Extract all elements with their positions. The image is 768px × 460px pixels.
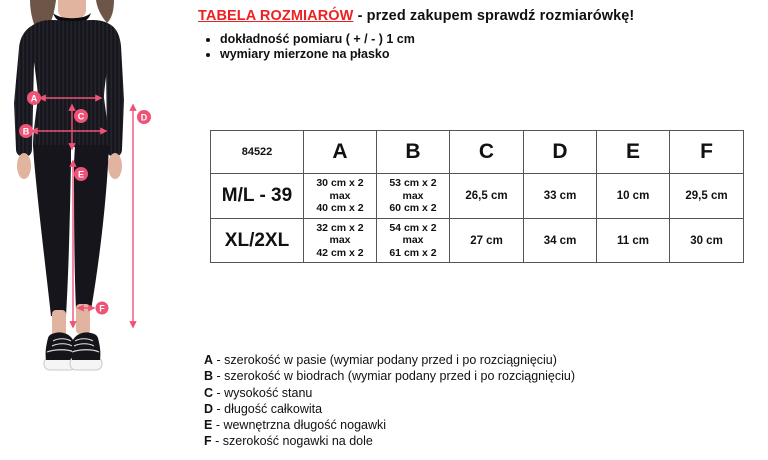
model-hair (96, 0, 114, 23)
page-title (198, 8, 760, 24)
column-header-a: A (304, 131, 377, 174)
leggings-left-leg (33, 145, 71, 316)
column-header-c: C (450, 131, 524, 174)
header (198, 8, 760, 62)
cell-xl-f: 30 cm (670, 219, 744, 263)
cell-xl-b: 54 cm x 2 max 61 cm x 2 (377, 219, 450, 263)
column-header-f: F (670, 131, 744, 174)
legend-item-d: D - długość całkowita (204, 401, 323, 416)
cell-xl-c: 27 cm (450, 219, 524, 263)
cell-ml-a: 30 cm x 2 max 40 cm x 2 (304, 174, 377, 219)
measurement-legend (204, 352, 575, 450)
size-label-xl: XL/2XL (211, 219, 304, 263)
column-header-e: E (597, 131, 670, 174)
sweater-right-sleeve (104, 25, 124, 156)
cell-xl-a: 32 cm x 2 max 42 cm x 2 (304, 219, 377, 263)
cell-ml-c: 26,5 cm (450, 174, 524, 219)
marker-letter-a: A (30, 93, 38, 104)
left-sneaker-upper (46, 332, 74, 360)
size-label-ml: M/L - 39 (211, 174, 304, 219)
legend-item-f: F - szerokość nogawki na dole (204, 434, 373, 449)
header-notes (202, 32, 760, 62)
column-header-b: B (377, 131, 450, 174)
model-right-hand (108, 153, 122, 179)
marker-letter-f: F (99, 303, 105, 314)
model-photo (0, 0, 190, 380)
model-left-hand (17, 153, 31, 179)
legend-item-e: E - wewnętrzna długość nogawki (204, 418, 387, 433)
cell-ml-d: 33 cm (524, 174, 597, 219)
table-header-row (211, 131, 744, 174)
page-title-highlight: TABELA ROZMIARÓW (198, 8, 354, 24)
note-flat-measure: • wymiary mierzone na płasko (220, 47, 760, 62)
column-header-d: D (524, 131, 597, 174)
legend-item-b: B - szerokość w biodrach (wymiar podany przed i po rozciągnięciu) (204, 369, 575, 384)
note-accuracy: • dokładność pomiaru ( + / - ) 1 cm (220, 32, 760, 47)
cell-ml-b: 53 cm x 2 max 60 cm x 2 (377, 174, 450, 219)
legend-item-a: A - szerokość w pasie (wymiar podany przed i po rozciągnięciu) (204, 353, 557, 367)
cell-ml-e: 10 cm (597, 174, 670, 219)
right-sneaker-upper (72, 332, 100, 360)
model-neck (58, 0, 86, 20)
table-row-ml (211, 174, 744, 219)
size-table (210, 130, 744, 263)
page-title-rest: - przed zakupem sprawdź rozmiarówkę! (357, 8, 635, 24)
legend-item-c: C - wysokość stanu (204, 385, 313, 400)
marker-letter-c: C (77, 111, 85, 122)
cell-xl-e: 11 cm (597, 219, 670, 263)
marker-letter-b: B (22, 126, 30, 137)
product-code: 84522 (211, 131, 304, 174)
cell-xl-d: 34 cm (524, 219, 597, 263)
table-row-xl (211, 219, 744, 263)
marker-letter-d: D (140, 112, 148, 123)
cell-ml-f: 29,5 cm (670, 174, 744, 219)
marker-letter-e: E (77, 169, 85, 180)
